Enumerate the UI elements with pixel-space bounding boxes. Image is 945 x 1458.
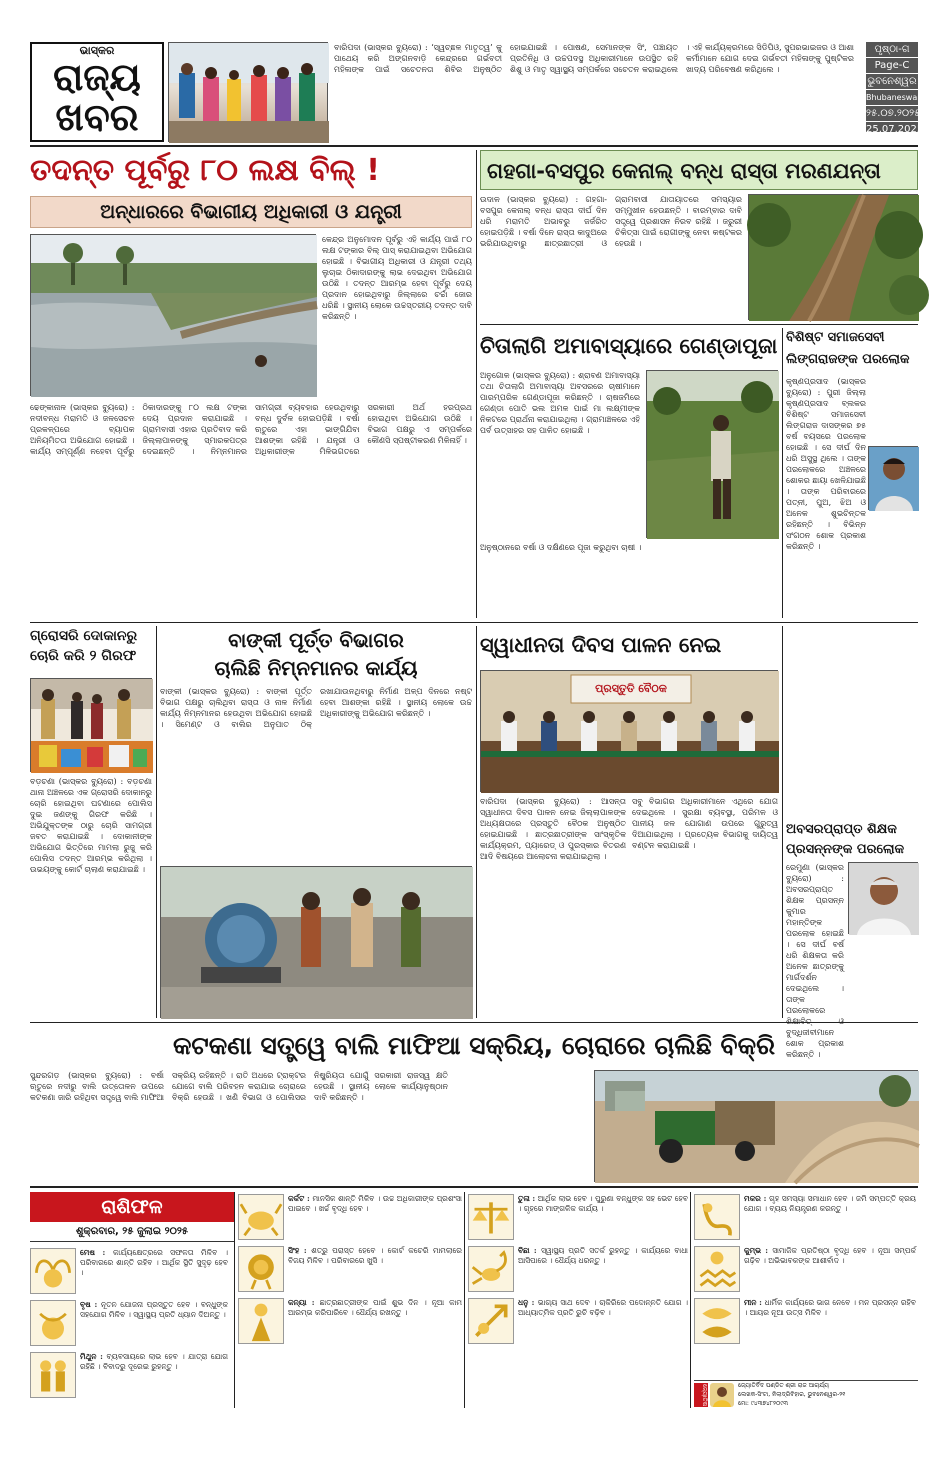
story9-headline: କଟକଣା ସତ୍ତ୍ୱେ ବାଲି ମାଫିଆ ସକ୍ରିୟ, ଚୋରାରେ ଚାଲିଛି ବିକ୍ରି	[172, 1031, 776, 1060]
rashi-column-divider	[690, 1192, 691, 1408]
rashi-entry	[80, 1352, 228, 1400]
rashi-text: ଆର୍ଥିକ ଲାଭ ହେବ । ପୁରୁଣା ବନ୍ଧୁଙ୍କ ସହ ଭେଟ ହେବ । ଗୃହରେ ମାଙ୍ଗଳିକ କାର୍ଯ୍ୟ ।	[518, 1194, 688, 1213]
story4-body: କୃଷ୍ଣପ୍ରସାଦ (ଭାସ୍କର ବ୍ୟୁରୋ) : ପୁରୀ ଜିଲ୍ଲା କୃଷ୍ଣପ୍ରସାଦ ବ୍ଲକର ବିଶିଷ୍ଟ ସମାଜସେବୀ ଲିଙ୍ଗରାଜ ଦାସଙ୍କର ୭୫ ବର୍ଷ ବୟସରେ ପରଲୋକ ହୋଇଛି । ସେ ଦୀର୍ଘ ଦିନ ଧରି ଅସୁସ୍ଥ ଥିଲେ । ତାଙ୍କ ପରଲୋକରେ ଅଞ୍ଚଳରେ ଶୋକର ଛାୟା ଖେଳିଯାଇଛି । ତାଙ୍କ ପରିବାରରେ ପତ୍ନୀ, ପୁଅ, ଝିଅ ଓ ଅନେକ ଶୁଭଚିନ୍ତକ ରହିଛନ୍ତି । ବିଭିନ୍ନ ସଂଗଠନ ଶୋକ ପ୍ରକାଶ କରିଛନ୍ତି ।	[786, 377, 866, 551]
story6-photo	[160, 866, 472, 1018]
story8-headline-line2: ପ୍ରସନ୍ନଙ୍କ ପରଲୋକ	[786, 842, 905, 857]
rashi-text: ସ୍ୱାସ୍ଥ୍ୟ ପ୍ରତି ସତର୍କ ରୁହନ୍ତୁ । କାର୍ଯ୍ୟରେ ବାଧା ଆସିପାରେ । ଧୈର୍ଯ୍ୟ ଧରନ୍ତୁ ।	[518, 1246, 688, 1265]
story8-body: ରେମୁଣା (ଭାସ୍କର ବ୍ୟୁରୋ) : ଅବସରପ୍ରାପ୍ତ ଶିକ୍ଷକ ପ୍ରସନ୍ନ କୁମାର ମହାନ୍ତିଙ୍କ ପରଲୋକ ହୋଇଛି । ସେ ଦୀର୍ଘ ବର୍ଷ ଧରି ଶିକ୍ଷକତା କରି ଅନେକ ଛାତ୍ରଙ୍କୁ ମାର୍ଗଦର୍ଶନ ଦେଇଥିଲେ । ତାଙ୍କ ପରଲୋକରେ ବୁଦ୍ଧିଜୀବୀମାନେ ଶୋକ ପ୍ରକାଶ କରିଛନ୍ତି ।	[786, 863, 844, 1059]
story2-photo	[748, 194, 918, 320]
row3-divider	[30, 1022, 918, 1023]
rashi-name: ମେଷ :	[80, 1248, 113, 1257]
astrologer-credit	[694, 1380, 918, 1408]
scorpio-icon	[468, 1246, 514, 1292]
rashi-name: ବୃଷ :	[80, 1300, 102, 1309]
top-story-photo	[168, 42, 328, 142]
rashi-entry	[744, 1194, 916, 1242]
rashi-name: ସିଂହ :	[288, 1246, 312, 1255]
story5-body: ବଡ଼ଚଣା (ଭାସ୍କର ବ୍ୟୁରୋ) : ବଡ଼ଚଣା ଥାନା ଅଞ୍ଚଳରେ ଏକ ଗ୍ରୋସରି ଦୋକାନରୁ ଚୋରି ହୋଇଥିବା ଘଟଣାରେ ପୋଲିସ ଦୁଇ ଜଣଙ୍କୁ ଗିରଫ କରିଛି । ଅଭିଯୁକ୍ତଙ୍କ ଠାରୁ ଚୋରି ସାମଗ୍ରୀ ଜବତ କରାଯାଇଛି । ଦୋକାନୀଙ୍କ ଅଭିଯୋଗ ଭିତ୍ତିରେ ମାମଲା ରୁଜୁ କରି ପୋଲିସ ତଦନ୍ତ ଆରମ୍ଭ କରିଥିଲା । ଉଭୟଙ୍କୁ କୋର୍ଟ ଚାଲାଣ କରାଯାଇଛି ।	[30, 777, 152, 874]
rashi-entry	[288, 1246, 462, 1294]
rashi-entry	[288, 1298, 462, 1346]
rashi-entry	[518, 1194, 688, 1242]
rashi-text: ସାମାଜିକ ପ୍ରତିଷ୍ଠା ବୃଦ୍ଧି ହେବ । ନୂଆ ସମ୍ପର୍କ ଗଢ଼ିବ । ଅଭିଭାବକଙ୍କ ଆଶୀର୍ବାଦ ।	[744, 1246, 916, 1265]
rashi-text: ଶତ୍ରୁ ପରାସ୍ତ ହେବେ । କୋର୍ଟ କଚେରି ମାମଲାରେ ବିଜୟ ମିଳିବ । ପରିବାରରେ ଖୁସି ।	[288, 1246, 462, 1265]
rashi-name: ମକର :	[744, 1194, 770, 1203]
story8-headline-line1: ଅବସରପ୍ରାପ୍ତ ଶିକ୍ଷକ	[786, 822, 897, 837]
rashi-text: ମାନସିକ ଶାନ୍ତି ମିଳିବ । ଉଚ୍ଚ ଅଧିକାରୀଙ୍କ ପ୍ରଶଂସା ପାଇବେ । ଖର୍ଚ୍ଚ ବୃଦ୍ଧି ହେବ ।	[288, 1194, 462, 1213]
date-en: 25.07.2025	[866, 124, 924, 135]
story4-headline-line2: ଲିଙ୍ଗରାଜଙ୍କ ପରଲୋକ	[786, 352, 910, 367]
astrologer-tag: ଜ୍ୟୋତିଷ	[694, 1383, 708, 1407]
story7-divider	[782, 626, 783, 1018]
story7-headline: ସ୍ୱାଧୀନତା ଦିବସ ପାଳନ ନେଇ	[480, 633, 722, 657]
astrologer-line2: ଲେଖକ-ସିଂଟା, ନିଲାଦ୍ରିବିହାର, ଭୁବନେଶ୍ୱର-୨୧	[738, 1391, 846, 1398]
masthead-title-line1: ରାଜ୍ୟ	[53, 55, 141, 99]
masthead-title-line2: ଖବର	[55, 95, 139, 139]
aries-icon	[30, 1248, 76, 1294]
capricorn-icon	[694, 1194, 740, 1240]
astrologer-line3: ମୋ: ୯୪୩୭୪୮୨୦୯୩	[738, 1400, 789, 1407]
rashi-name: କୁମ୍ଭ :	[744, 1246, 773, 1255]
taurus-icon	[30, 1300, 76, 1346]
story7-banner-text: ପ୍ରସ୍ତୁତି ବୈଠକ	[595, 682, 667, 695]
rashi-name: ବିଛା :	[518, 1246, 542, 1255]
rashifal-date: ଶୁକ୍ରବାର, ୨୫ ଜୁଲାଇ ୨୦୨୫	[30, 1222, 234, 1242]
story7-body-left: ବାରିପଦା (ଭାସ୍କର ବ୍ୟୁରୋ) : ଆସନ୍ତା ସ୍ୱାଧୀନତା ଦିବସ ପାଳନ ନେଇ ଜିଲ୍ଲାପାଳଙ୍କ ଅଧ୍ୟକ୍ଷତାରେ ପ୍ରସ୍ତୁତି ବୈଠକ ଅନୁଷ୍ଠିତ ହୋଇଯାଇଛି । ଛାତ୍ରଛାତ୍ରୀଙ୍କ ସାଂସ୍କୃତିକ କାର୍ଯ୍ୟକ୍ରମ, ପ୍ୟାରେଡ୍ ଓ ପୁରସ୍କାର ବିତରଣ ଆଦି ବିଷୟରେ ଆଲୋଚନା କରାଯାଇଥିଲା ।	[480, 797, 626, 861]
story4-headline-line1: ବିଶିଷ୍ଟ ସମାଜସେବୀ	[786, 330, 885, 345]
city-or: ଭୁବନେଶ୍ୱର	[866, 74, 918, 90]
city-en: Bhubaneswar	[866, 90, 918, 106]
date-or: ୨୫.୦୭.୨୦୨୫	[866, 106, 918, 122]
leo-icon	[238, 1246, 284, 1292]
story6-divider	[476, 626, 477, 1018]
rashi-name: ମୀନ :	[744, 1298, 765, 1307]
top-story-body: ବାରିପଦା (ଭାସ୍କର ବ୍ୟୁରୋ) : ‘ସ୍ୱଚ୍ଛଳ ମାତୃତ୍ୱ’ କୁ ପାଥେୟ କରି ଅଙ୍ଗନବାଡ଼ି କେନ୍ଦ୍ରରେ ଗର୍ଭବତୀ ମହିଳାଙ୍କ ପାଇଁ ସଚେତନତା ଶିବିର ଅନୁଷ୍ଠିତ ହୋଇଯାଇଛି । ପୋଷଣ, ସେମାନଙ୍କ ସିଂ, ପଞ୍ଚାୟତ ପ୍ରତିନିଧି ଓ ଉଚ୍ଚପଦସ୍ଥ ଅଧିକାରୀମାନେ ଉପସ୍ଥିତ ରହି ଶିଶୁ ଓ ମାତୃ ସ୍ୱାସ୍ଥ୍ୟ ସମ୍ପର୍କରେ ସଚେତନ କରାଇଥିଲେ । ଏହି କାର୍ଯ୍ୟକ୍ରମରେ ସିଡିପିଓ, ସୁପରଭାଇଜର ଓ ଆଶା କର୍ମୀମାନେ ଯୋଗ ଦେଇ ଗର୍ଭବତୀ ମହିଳାଙ୍କୁ ପୁଷ୍ଟିକର ଖାଦ୍ୟ ପରିବେଷଣ କରିଥିଲେ ।	[334, 43, 854, 74]
story2-divider	[480, 324, 918, 325]
rashi-entry	[288, 1194, 462, 1242]
story2-headline: ଗହଗା-ବସପୁର କେନାଲ୍ ବନ୍ଧ ରାସ୍ତା ମରଣଯନ୍ତା	[487, 159, 881, 183]
rashi-entry	[80, 1300, 228, 1348]
story8-portrait	[848, 862, 918, 934]
story1-body-right: କେନ୍ଦ୍ର ଅନୁମୋଦନ ପୂର୍ବରୁ ଏହି କାର୍ଯ୍ୟ ପାଇଁ ୮୦ ଲକ୍ଷ ଟଙ୍କାର ବିଲ୍ ପାସ୍ କରାଯାଇଥିବା ଅଭିଯୋଗ ହୋଇଛି । ବିଭାଗୀୟ ଅଧିକାରୀ ଓ ଯନ୍ତ୍ରୀ ତଥ୍ୟ ଲୁଚାଇ ଠିକାଦାରଙ୍କୁ ଲାଭ ଦେଇଥିବା ଅଭିଯୋଗ ଉଠିଛି । ତଦନ୍ତ ଆରମ୍ଭ ହେବା ପୂର୍ବରୁ ଦେୟ ପ୍ରଦାନ ହୋଇଥିବାରୁ ଜିଲ୍ଲାରେ ଚର୍ଚ୍ଚା ଜୋର ଧରିଛି । ସ୍ଥାନୀୟ ଲୋକେ ଉଚ୍ଚସ୍ତରୀୟ ତଦନ୍ତ ଦାବି କରିଛନ୍ତି ।	[322, 235, 472, 321]
masthead-brand: ଭାସ୍କର	[79, 44, 115, 57]
rashi-text: କାର୍ଯ୍ୟକ୍ଷେତ୍ରରେ ସଫଳତା ମିଳିବ । ପରିବାରରେ ଶାନ୍ତି ରହିବ । ଆର୍ଥିକ ସ୍ଥିତି ସୁଦୃଢ଼ ହେବ ।	[80, 1248, 228, 1277]
pisces-icon	[694, 1298, 740, 1344]
story3-photo	[646, 370, 778, 538]
story1-body-lower: ଢେଙ୍କାନାଳ (ଭାସ୍କର ବ୍ୟୁରୋ) : ନଦୀବନ୍ଧ ମରାମତି ଓ ଜଳସେଚନ ପ୍ରକଳ୍ପରେ ବ୍ୟାପକ ଅନିୟମିତତା ଅଭିଯୋଗ ହୋଇଛି । କାର୍ଯ୍ୟ ସମ୍ପୂର୍ଣ୍ଣ ନହେବା ପୂର୍ବରୁ ଠିକାଦାରଙ୍କୁ ୮୦ ଲକ୍ଷ ଟଙ୍କା ଦେୟ ପ୍ରଦାନ କରାଯାଇଛି । ଗ୍ରାମବାସୀ ଏହାର ପ୍ରତିବାଦ କରି ଜିଲ୍ଲାପାଳଙ୍କୁ ସ୍ମାରକପତ୍ର ଦେଇଛନ୍ତି । ନିମ୍ନମାନର ସାମଗ୍ରୀ ବ୍ୟବହାର ହେଉଥିବାରୁ ବନ୍ଧ ଦୁର୍ବଳ ହୋଇପଡ଼ିଛି । ବର୍ଷା ଋତୁରେ ଏହା ଭାଙ୍ଗିଯିବା ଆଶଙ୍କା ରହିଛି । ଯନ୍ତ୍ରୀ ଓ ଅଧିକାରୀଙ୍କ ମିଳିଭଗତରେ ସରକାରୀ ଅର୍ଥ ହରପ୍ରଥ ହୋଇଥିବା ଅଭିଯୋଗ ଉଠିଛି । ବିଭାଗ ପକ୍ଷରୁ ଏ ସମ୍ପର୍କରେ କୌଣସି ସ୍ପଷ୍ଟୀକରଣ ମିଳିନାହିଁ ।	[30, 403, 472, 456]
story3-divider	[782, 328, 783, 618]
masthead-logo	[30, 42, 164, 142]
rashi-name: ଧନୁ :	[518, 1298, 538, 1307]
story1-divider	[476, 150, 477, 618]
story3-body: ଅନୁଗୋଳ (ଭାସ୍କର ବ୍ୟୁରୋ) : ଶ୍ରାବଣ ଅମାବାସ୍ୟା ତଥା ଚିତାଲାଗି ଅମାବାସ୍ୟା ଅବସରରେ ଚାଷୀମାନେ ପାରମ୍ପରିକ ଗେଣ୍ଡାପୂଜା କରିଛନ୍ତି । ଚାଷଜମିରେ ଗେଣ୍ଡା ପୋତି ଭଲ ଅମଳ ପାଇଁ ମା ଲକ୍ଷ୍ମୀଙ୍କ ନିକଟରେ ପ୍ରାର୍ଥନା କରାଯାଇଥିଲା । ଗ୍ରାମାଞ୍ଚଳରେ ଏହି ପର୍ବ ଉତ୍ସାହର ସହ ପାଳିତ ହୋଇଛି ।	[480, 371, 640, 435]
story1-subhead: ଅନ୍ଧାରରେ ବିଭାଗୀୟ ଅଧିକାରୀ ଓ ଯନ୍ତ୍ରୀ	[30, 196, 472, 228]
story5-divider	[156, 626, 157, 1018]
rashi-column-divider	[464, 1192, 465, 1408]
story2-headline-box	[480, 150, 918, 190]
rashi-name: କନ୍ୟା :	[288, 1298, 320, 1307]
virgo-icon	[238, 1298, 284, 1344]
rashi-text: ନୂତନ ଯୋଜନା ପ୍ରସ୍ତୁତ ହେବ । ବନ୍ଧୁଙ୍କ ସହଯୋଗ ମିଳିବ । ସ୍ୱାସ୍ଥ୍ୟ ପ୍ରତି ଧ୍ୟାନ ଦିଅନ୍ତୁ ।	[80, 1300, 228, 1319]
rashi-entry	[518, 1298, 688, 1346]
story4-portrait	[868, 446, 918, 510]
story3-headline: ଚିତାଲାଗି ଅମାବାସ୍ୟାରେ ଗେଣ୍ଡାପୂଜା	[480, 334, 778, 358]
rashi-text: ବ୍ୟବସାୟରେ ଲାଭ ହେବ । ଯାତ୍ରା ଯୋଗ ରହିଛି । ବିବାଦରୁ ଦୂରେଇ ରୁହନ୍ତୁ ।	[80, 1352, 228, 1371]
story1-headline: ତଦନ୍ତ ପୂର୍ବରୁ ୮୦ ଲକ୍ଷ ବିଲ୍ !	[30, 153, 380, 188]
row4-divider	[30, 1186, 918, 1188]
story1-photo	[30, 234, 316, 396]
story5-photo	[30, 678, 152, 772]
page-number-or: ପୃଷ୍ଠା-ଗ	[866, 42, 918, 58]
rashi-text: ଗୃହ ସମସ୍ୟା ସମାଧାନ ହେବ । ଜମି ସମ୍ପତ୍ତି କ୍ରୟ ଯୋଗ । ବ୍ୟୟ ନିୟନ୍ତ୍ରଣ କରନ୍ତୁ ।	[744, 1194, 916, 1213]
row2-divider	[30, 622, 918, 623]
rashi-name: ମିଥୁନ :	[80, 1352, 107, 1361]
story9-photo	[594, 1070, 918, 1182]
rashi-entry	[518, 1246, 688, 1294]
astrologer-line1: ଜ୍ୟୋତିର୍ବିଦ ପଣ୍ଡିତ ଶ୍ରୀ ରାଜ ଆଚାର୍ଯ୍ୟ	[738, 1382, 829, 1389]
rashi-text: ଭାଗ୍ୟ ସାଥ ଦେବ । ଚାକିରିରେ ପଦୋନ୍ନତି ଯୋଗ । ଆଧ୍ୟାତ୍ମିକ ପ୍ରତି ରୁଚି ବଢ଼ିବ ।	[518, 1298, 688, 1317]
story5-headline: ଗ୍ରୋସରି ଦୋକାନରୁ ଚୋରି କରି ୨ ଗିରଫ	[30, 628, 138, 664]
rashifal-title: ରାଶିଫଳ	[101, 1196, 163, 1218]
sagittarius-icon	[468, 1298, 514, 1344]
story6-headline-line2: ଚାଲିଛି ନିମ୍ନମାନର କାର୍ଯ୍ୟ	[214, 656, 418, 680]
rashi-entry	[744, 1298, 916, 1346]
astrologer-photo	[710, 1383, 734, 1407]
aquarius-icon	[694, 1246, 740, 1292]
story9-body: ସୁନ୍ଦରଗଡ଼ (ଭାସ୍କର ବ୍ୟୁରୋ) : ବର୍ଷା ଋତୁରେ ନଦୀରୁ ବାଲି ଉତ୍ତୋଳନ ଉପରେ କଟକଣା ଜାରି ରହିଥିବା ସତ୍ତ୍ୱେ ବାଲି ମାଫିଆ ସକ୍ରିୟ ରହିଛନ୍ତି । ରାତି ଅଧରେ ଟ୍ରାକ୍ଟର ଯୋଗେ ବାଲି ପରିବହନ କରାଯାଇ ଚୋରାରେ ବିକ୍ରି ହେଉଛି । ଖଣି ବିଭାଗ ଓ ପୋଲିସର ନିଷ୍କ୍ରିୟତା ଯୋଗୁଁ ସରକାରୀ ରାଜସ୍ୱ କ୍ଷତି ହେଉଛି । ସ୍ଥାନୀୟ ଲୋକେ କାର୍ଯ୍ୟାନୁଷ୍ଠାନ ଦାବି କରିଛନ୍ତି ।	[30, 1071, 448, 1102]
story6-body: ବାଙ୍କୀ (ଭାସ୍କର ବ୍ୟୁରୋ) : ବାଙ୍କୀ ପୂର୍ତ୍ତ ବିଭାଗ ପକ୍ଷରୁ ଚାଲିଥିବା ରାସ୍ତା ଓ ନାଳ ନିର୍ମାଣ କାର୍ଯ୍ୟ ନିମ୍ନମାନର ହେଉଥିବା ଅଭିଯୋଗ ହୋଇଛି । ସିମେଣ୍ଟ ଓ ବାଲିର ଅନୁପାତ ଠିକ୍ ରଖାଯାଉନଥିବାରୁ ନିର୍ମାଣ ଅଳ୍ପ ଦିନରେ ନଷ୍ଟ ହେବା ଆଶଙ୍କା ରହିଛି । ସ୍ଥାନୀୟ ଲୋକେ ଉଚ୍ଚ ଅଧିକାରୀଙ୍କୁ ଅଭିଯୋଗ କରିଛନ୍ତି ।	[160, 687, 472, 729]
masthead-divider	[30, 145, 918, 147]
story7-photo	[480, 670, 778, 792]
page-number-en: Page-C	[866, 58, 918, 74]
rashifal-title-banner	[30, 1192, 234, 1222]
rashi-entry	[744, 1246, 916, 1294]
story3-caption: ଅନୁଷ୍ଠାନରେ ବର୍ଷା ଓ ଦକ୍ଷିଣରେ ପୂଜା କରୁଥିବା ଚାଷୀ ।	[480, 543, 642, 552]
gemini-icon	[30, 1352, 76, 1398]
cancer-icon	[238, 1194, 284, 1240]
rashi-text: ଧାର୍ମିକ କାର୍ଯ୍ୟରେ ଭାଗ ନେବେ । ମନ ପ୍ରସନ୍ନ ରହିବ । ଆୟର ନୂଆ ଉତ୍ସ ମିଳିବ ।	[744, 1298, 917, 1317]
rashi-entry	[80, 1248, 228, 1296]
libra-icon	[468, 1194, 514, 1240]
story7-body-right: ସବୁ ବିଭାଗର ଅଧିକାରୀମାନେ ଏଥିରେ ଯୋଗ ଦେଇଥିଲେ । ସୁରକ୍ଷା ବ୍ୟବସ୍ଥା, ପରିମଳ ଓ ପାନୀୟ ଜଳ ଯୋଗାଣ ଉପରେ ଗୁରୁତ୍ୱ ଦିଆଯାଇଥିଲା । ପ୍ରତ୍ୟେକ ବିଭାଗକୁ ଦାୟିତ୍ୱ ବଣ୍ଟନ କରାଯାଇଛି ।	[632, 797, 778, 850]
rashi-name: କର୍କଟ :	[288, 1194, 313, 1203]
rashi-column-divider	[234, 1192, 235, 1408]
story2-body: ଉଦାଳ (ଭାସ୍କର ବ୍ୟୁରୋ) : ଗହଗା-ବସପୁର କେନାଲ୍ ବନ୍ଧ ରାସ୍ତା ଦୀର୍ଘ ଦିନ ଧରି ମରାମତି ଅଭାବରୁ ଜର୍ଜରିତ ହୋଇପଡ଼ିଛି । ବର୍ଷା ଦିନେ ରାସ୍ତା କାଦୁଅରେ ଭରିଯାଉଥିବାରୁ ଛାତ୍ରଛାତ୍ରୀ ଓ ଗ୍ରାମବାସୀ ଯାତାୟାତରେ ସମସ୍ୟାର ସମ୍ମୁଖୀନ ହେଉଛନ୍ତି । ବାରମ୍ବାର ଦାବି ସତ୍ତ୍ୱେ ପ୍ରଶାସନ ନିରବ ରହିଛି । ଜରୁରୀ ଚିକିତ୍ସା ପାଇଁ ରୋଗୀଙ୍କୁ ନେବା କଷ୍ଟକର ହେଉଛି ।	[480, 195, 742, 248]
page-info-box	[866, 42, 924, 135]
story6-headline-line1: ବାଙ୍କୀ ପୂର୍ତ୍ତ ବିଭାଗର	[228, 628, 404, 652]
rashi-text: ଛାତ୍ରଛାତ୍ରୀଙ୍କ ପାଇଁ ଶୁଭ ଦିନ । ନୂଆ କାମ ଆରମ୍ଭ କରିପାରିବେ । ଧୈର୍ଯ୍ୟ ରଖନ୍ତୁ ।	[288, 1298, 462, 1317]
rashi-name: ତୁଳା :	[518, 1194, 538, 1203]
